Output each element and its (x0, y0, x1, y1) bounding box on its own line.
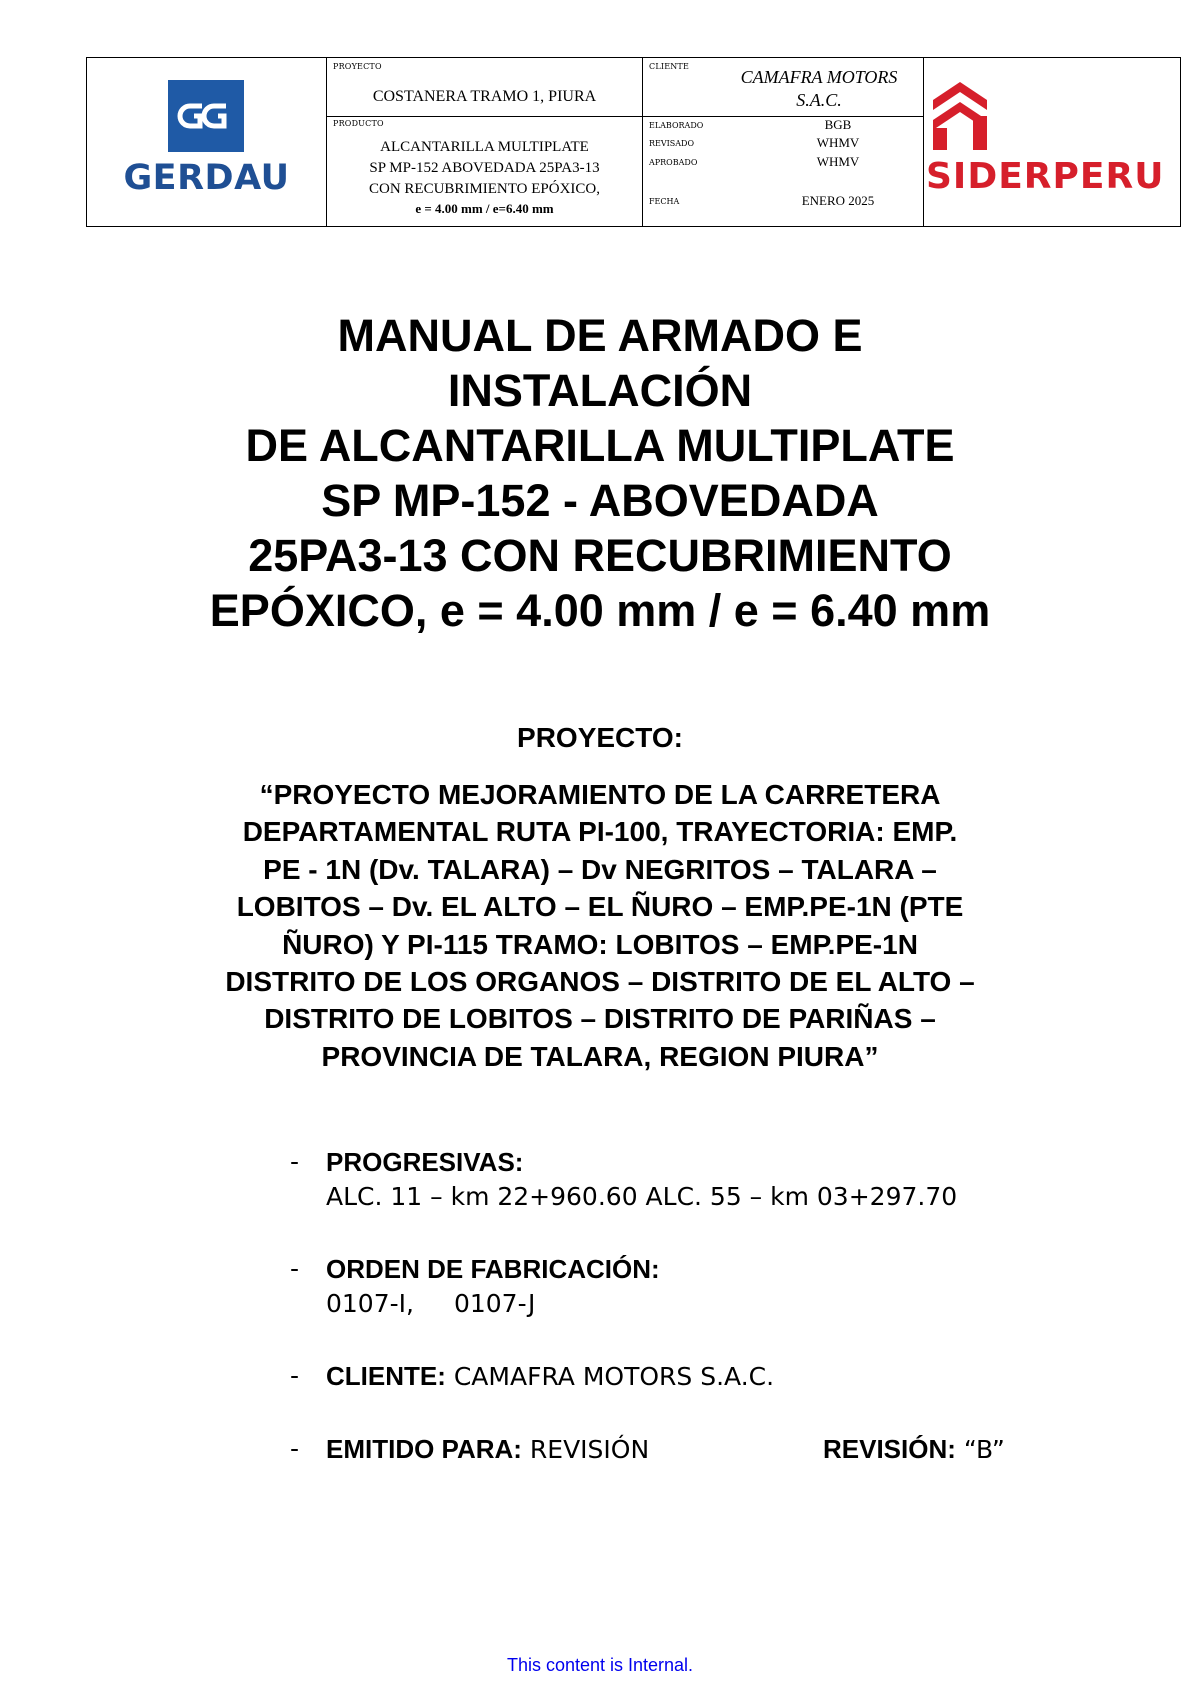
project-product-column (327, 58, 643, 226)
fecha-value: ENERO 2025 (801, 193, 875, 208)
proyecto-line: DISTRITO DE LOS ORGANOS – DISTRITO DE EL ALTO – (225, 966, 975, 998)
proyecto-line: PE - 1N (Dv. TALARA) – Dv NEGRITOS – TALARA – (263, 853, 937, 885)
siderperu-logo-cell (924, 58, 1180, 226)
revision-label: REVISIÓN: (823, 1434, 956, 1464)
gerdau-logo-cell (87, 58, 327, 226)
title-line: DE ALCANTARILLA MULTIPLATE (245, 420, 955, 471)
siderperu-logo-icon (924, 76, 994, 151)
details-list (290, 1145, 1110, 1505)
proyecto-heading: PROYECTO: (517, 722, 683, 753)
emitido-label: EMITIDO PARA: (326, 1434, 522, 1464)
producto-label: PRODUCTO (333, 119, 384, 128)
bullet-dash: - (290, 1434, 300, 1463)
proyecto-line: DISTRITO DE LOBITOS – DISTRITO DE PARIÑAS – (264, 1003, 936, 1035)
approval-cell (643, 117, 923, 226)
cliente-line: CAMAFRA MOTORS (740, 67, 898, 87)
bullet-dash: - (290, 1147, 300, 1176)
proyecto-value: COSTANERA TRAMO 1, PIURA (372, 88, 597, 105)
emitido-value: REVISIÓN (521, 1435, 650, 1464)
revision-value: “B” (955, 1435, 1005, 1464)
progresivas-value: ALC. 11 – km 22+960.60 ALC. 55 – km 03+297.70 (326, 1182, 958, 1211)
producto-line: e = 4.00 mm / e=6.40 mm (415, 201, 554, 216)
producto-line: CON RECUBRIMIENTO EPÓXICO, (369, 181, 600, 197)
aprobado-label: APROBADO (649, 158, 698, 167)
gerdau-logo-text: GERDAU (123, 158, 290, 198)
siderperu-logo-text: SIDERPERU (926, 156, 1165, 197)
client-approval-column (643, 58, 924, 226)
proyecto-line: “PROYECTO MEJORAMIENTO DE LA CARRETERA (259, 779, 941, 810)
producto-line: SP MP-152 ABOVEDADA 25PA3-13 (369, 160, 600, 176)
gerdau-logo-icon (168, 80, 244, 152)
bullet-dash: - (290, 1254, 300, 1283)
proyecto-line: PROVINCIA DE TALARA, REGION PIURA” (321, 1040, 879, 1072)
document-title (100, 308, 1100, 638)
fecha-label: FECHA (649, 197, 680, 206)
emitido-item (290, 1432, 1110, 1467)
producto-line: ALCANTARILLA MULTIPLATE (380, 139, 589, 155)
footer-classification: This content is Internal. (506, 1655, 694, 1675)
bullet-dash: - (290, 1361, 300, 1390)
cliente-value (719, 66, 919, 112)
progresivas-item (290, 1145, 1110, 1214)
title-line: INSTALACIÓN (447, 365, 753, 416)
orden-value-2: 0107-J (453, 1289, 536, 1318)
progresivas-label: PROGRESIVAS: (326, 1147, 524, 1177)
producto-cell (327, 117, 642, 226)
cliente-item-value: CAMAFRA MOTORS S.A.C. (445, 1362, 775, 1391)
document-header (86, 57, 1181, 227)
orden-label: ORDEN DE FABRICACIÓN: (326, 1254, 660, 1284)
proyecto-description (150, 776, 1050, 1075)
title-line: EPÓXICO, e = 4.00 mm / e = 6.40 mm (209, 585, 991, 636)
proyecto-line: LOBITOS – Dv. EL ALTO – EL ÑURO – EMP.PE-1N (PTE (236, 891, 964, 923)
revisado-value: WHMV (816, 135, 860, 150)
elaborado-value: BGB (824, 117, 852, 132)
title-line: SP MP-152 - ABOVEDADA (321, 475, 879, 526)
elaborado-label: ELABORADO (649, 121, 704, 130)
proyecto-label: PROYECTO (333, 62, 382, 71)
orden-value-1: 0107-I, (326, 1289, 414, 1318)
proyecto-cell (327, 58, 642, 117)
cliente-item (290, 1359, 1110, 1394)
proyecto-line: DEPARTAMENTAL RUTA PI-100, TRAYECTORIA: EMP. (242, 816, 958, 848)
title-line: 25PA3-13 CON RECUBRIMIENTO (248, 530, 952, 581)
cliente-item-label: CLIENTE: (326, 1361, 446, 1391)
cliente-label: CLIENTE (649, 62, 690, 71)
title-line: MANUAL DE ARMADO E (337, 310, 863, 361)
aprobado-value: WHMV (816, 154, 860, 169)
cliente-line: S.A.C. (796, 90, 842, 110)
producto-value (331, 137, 638, 217)
revisado-label: REVISADO (649, 139, 695, 148)
proyecto-line: ÑURO) Y PI-115 TRAMO: LOBITOS – EMP.PE-1N (282, 928, 918, 960)
orden-item (290, 1252, 1110, 1321)
cliente-cell (643, 58, 923, 117)
